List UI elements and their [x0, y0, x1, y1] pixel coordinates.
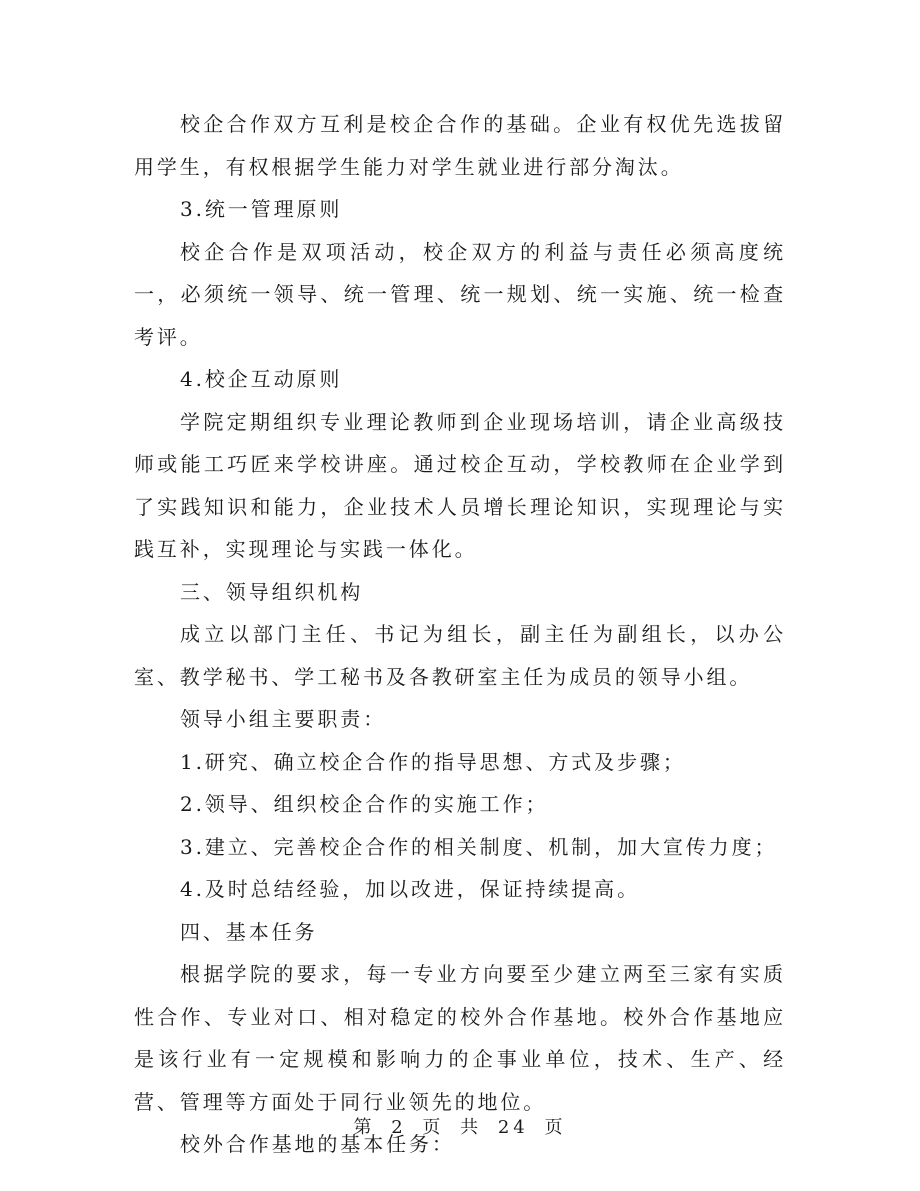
list-item-duty-1: 1.研究、确立校企合作的指导思想、方式及步骤； — [180, 749, 686, 774]
heading-interaction-principle: 4.校企互动原则 — [180, 367, 343, 391]
heading-leadership-organization: 三、领导组织机构 — [180, 579, 364, 604]
paragraph-unified-management: 校企合作是双项活动，校企双方的利益与责任必须高度统一，必须统一领导、统一管理、统一规划、统一实施、统一检查考评。 — [134, 239, 786, 349]
paragraph-interaction-principle: 学院定期组织专业理论教师到企业现场培训，请企业高级技师或能工巧匠来学校讲座。通过校企互动，学校教师在企业学到了实践知识和能力，企业技术人员增长理论知识，实现理论与实践互补，实现理论与实践一体化。 — [134, 409, 786, 561]
heading-basic-tasks: 四、基本任务 — [180, 919, 318, 944]
list-item-duty-4: 4.及时总结经验，加以改进，保证持续提高。 — [180, 877, 640, 901]
list-item-duty-3: 3.建立、完善校企合作的相关制度、机制，加大宣传力度； — [180, 834, 778, 859]
document-body — [134, 103, 786, 1166]
list-item-duty-2: 2.领导、组织校企合作的实施工作； — [180, 792, 549, 816]
heading-unified-management: 3.统一管理原则 — [180, 197, 343, 221]
page-footer: 第 2 页 共 24 页 — [353, 1117, 567, 1138]
paragraph-basic-tasks: 根据学院的要求，每一专业方向要至少建立两至三家有实质性合作、专业对口、相对稳定的校外合作基地。校外合作基地应是该行业有一定规模和影响力的企事业单位，技术、生产、经营、管理等方面处于同行业领先的地位。 — [134, 962, 786, 1114]
paragraph-mutual-benefit: 校企合作双方互利是校企合作的基础。企业有权优先选拔留用学生，有权根据学生能力对学生就业进行部分淘汰。 — [134, 112, 786, 179]
paragraph-base-tasks-intro: 校外合作基地的基本任务： — [180, 1132, 455, 1156]
paragraph-main-duties-intro: 领导小组主要职责： — [180, 707, 387, 731]
paragraph-leadership-group: 成立以部门主任、书记为组长，副主任为副组长，以办公室、教学秘书、学工秘书及各教研室主任为成员的领导小组。 — [134, 622, 786, 689]
